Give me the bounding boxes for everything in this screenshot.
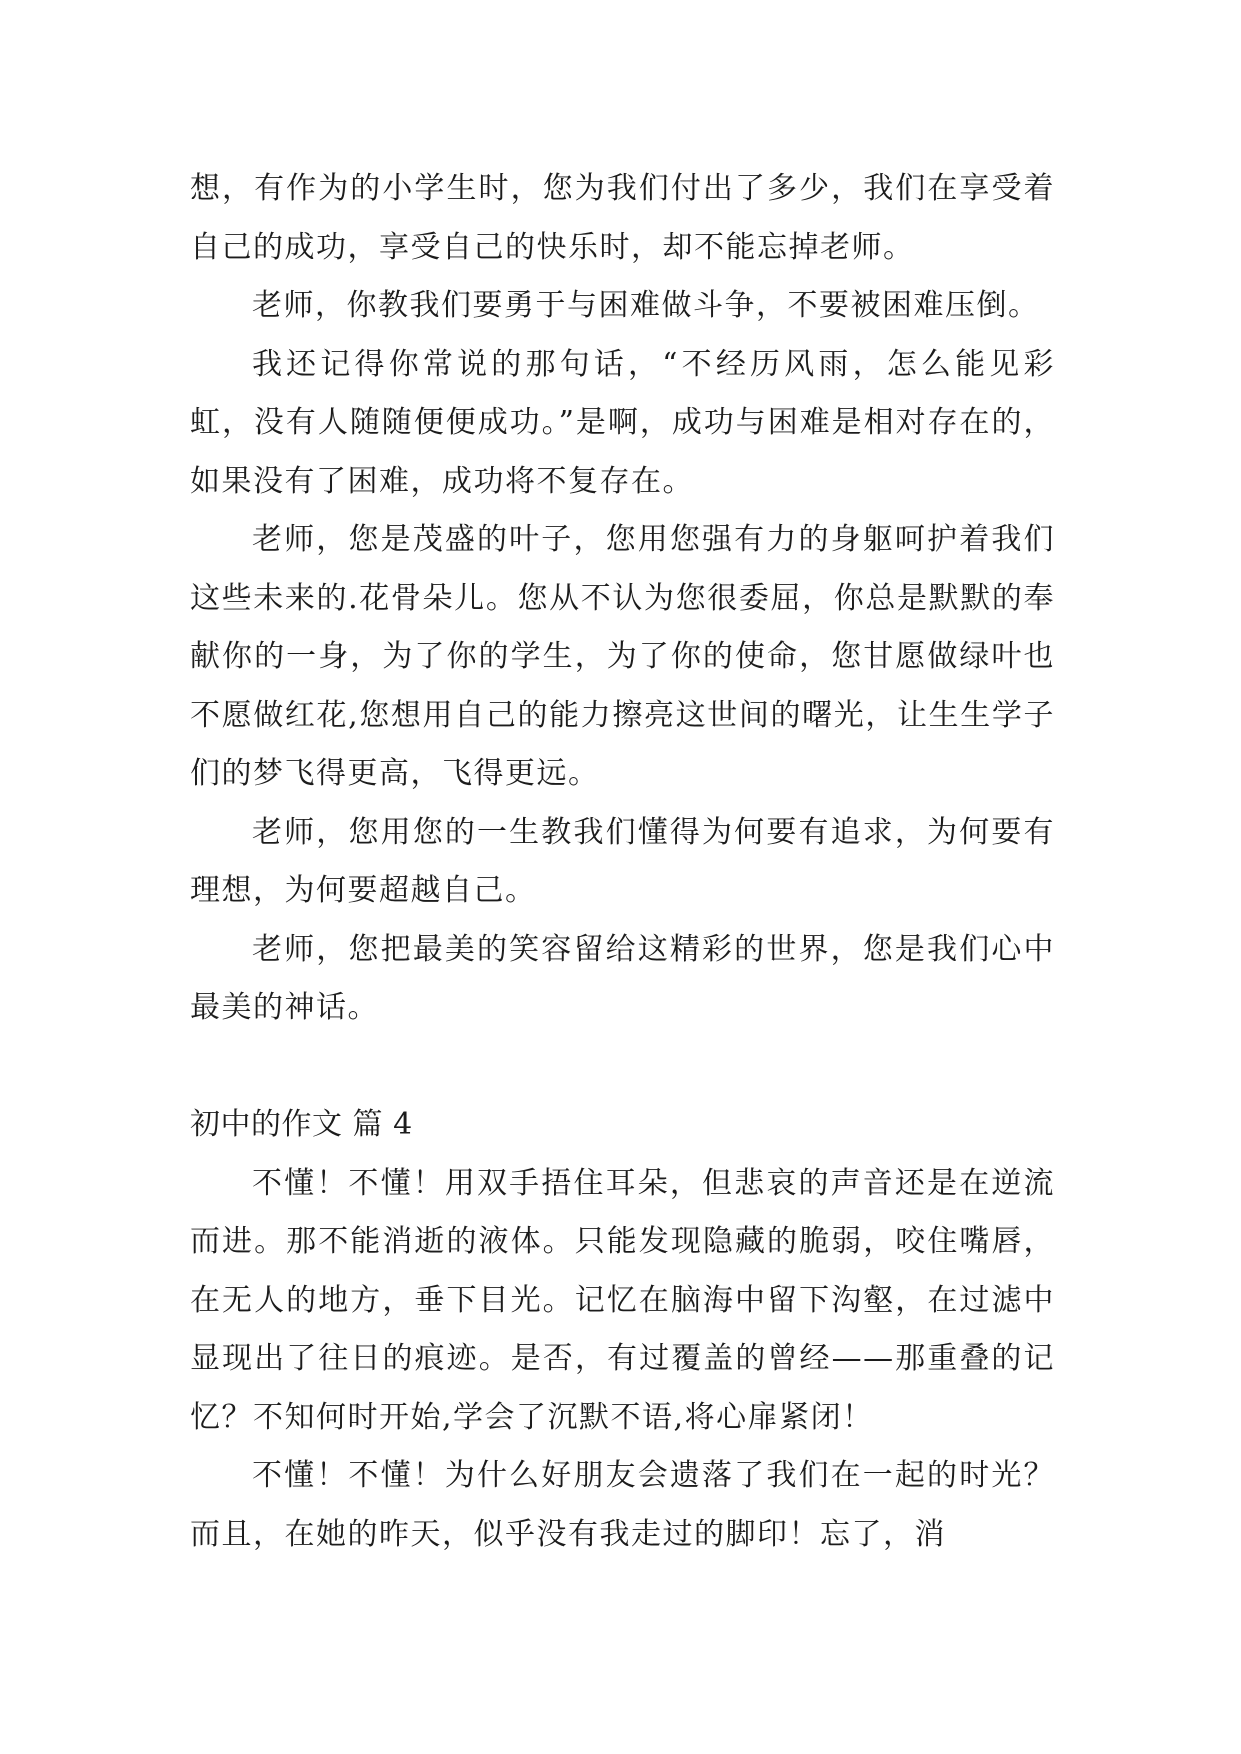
paragraph: 不懂！不懂！用双手捂住耳朵，但悲哀的声音还是在逆流而进。那不能消逝的液体。只能发现隐藏的脆弱，咬住嘴唇，在无人的地方，垂下目光。记忆在脑海中留下沟壑，在过滤中显现出了往日的痕迹。是否，有过覆盖的曾经——那重叠的记忆？不知何时开始,学会了沉默不语,将心扉紧闭！ <box>190 1165 1055 1435</box>
paragraph: 老师，您把最美的笑容留给这精彩的世界，您是我们心中最美的神话。 <box>190 931 1055 1025</box>
paragraph-continued: 想，有作为的小学生时，您为我们付出了多少，我们在享受着自己的成功，享受自己的快乐时，却不能忘掉老师。 <box>190 171 1055 265</box>
paragraph: 我还记得你常说的那句话，“不经历风雨，怎么能见彩虹，没有人随随便便成功。”是啊，成功与困难是相对存在的，如果没有了困难，成功将不复存在。 <box>190 346 1055 499</box>
section-gap <box>190 1038 1055 1097</box>
document-body <box>190 160 1055 1564</box>
paragraph: 老师，你教我们要勇于与困难做斗争，不要被困难压倒。 <box>252 288 1040 323</box>
section-title: 初中的作文 篇 4 <box>190 1107 413 1142</box>
paragraph-truncated: 不懂！不懂！为什么好朋友会遗落了我们在一起的时光？而且，在她的昨天，似乎没有我走过的脚印！忘了，消 <box>190 1458 1055 1552</box>
paragraph: 老师，您是茂盛的叶子，您用您强有力的身躯呵护着我们这些未来的.花骨朵儿。您从不认为您很委屈，你总是默默的奉献你的一身，为了你的学生，为了你的使命，您甘愿做绿叶也不愿做红花,您想用自己的能力擦亮这世间的曙光，让生生学子们的梦飞得更高，飞得更远。 <box>190 522 1055 791</box>
paragraph: 老师，您用您的一生教我们懂得为何要有追求，为何要有理想，为何要超越自己。 <box>190 814 1055 908</box>
